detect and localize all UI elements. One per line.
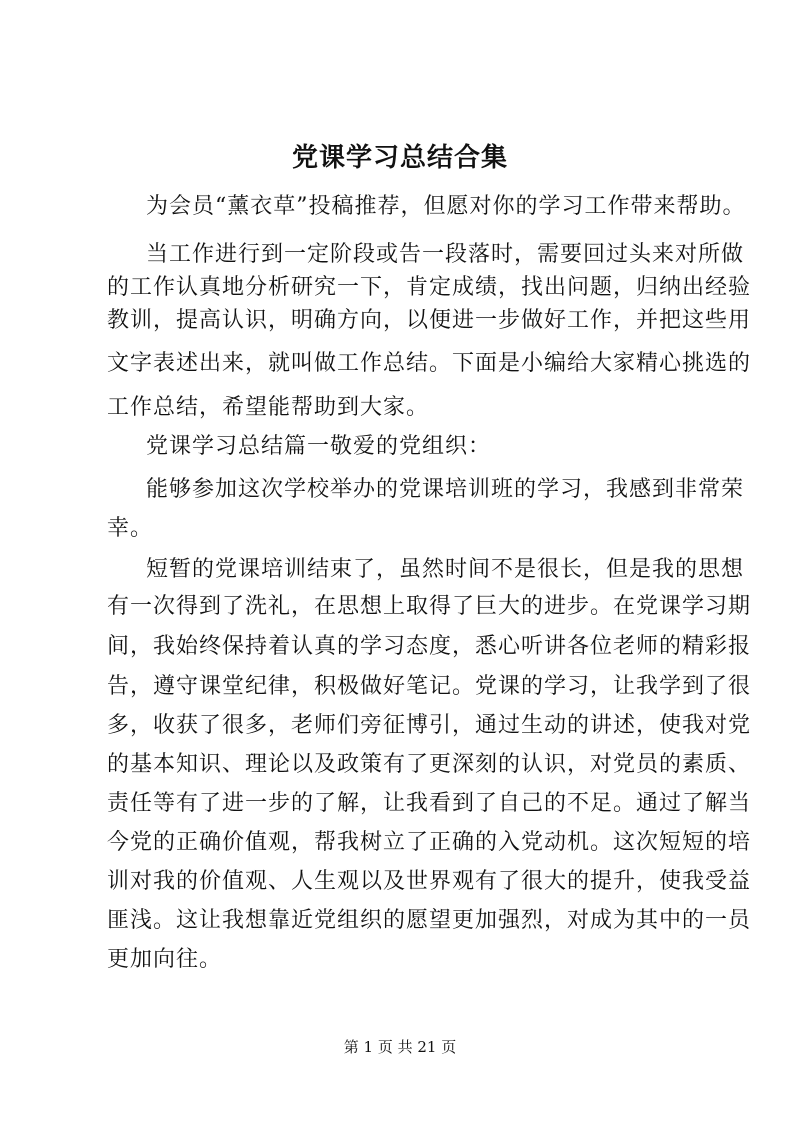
paragraph-line: 多，收获了很多，老师们旁征博引，通过生动的讲述，使我对党 bbox=[107, 713, 752, 738]
paragraph-line: 文字表述出来，就叫做工作总结。下面是小编给大家精心挑选的 bbox=[107, 351, 752, 376]
paragraph-line: 能够参加这次学校举办的党课培训班的学习，我感到非常荣 bbox=[146, 477, 745, 502]
paragraph-line: 党课学习总结篇一敬爱的党组织： bbox=[146, 434, 492, 459]
paragraph-line: 有一次得到了洗礼，在思想上取得了巨大的进步。在党课学习期 bbox=[107, 594, 752, 619]
paragraph-line: 工作总结，希望能帮助到大家。 bbox=[107, 395, 430, 420]
paragraph-line: 的基本知识、理论以及政策有了更深刻的认识，对党员的素质、 bbox=[107, 752, 752, 777]
paragraph-line: 更加向往。 bbox=[107, 947, 223, 972]
paragraph-line: 匪浅。这让我想靠近党组织的愿望更加强烈，对成为其中的一员 bbox=[107, 908, 752, 933]
paragraph-line: 当工作进行到一定阶段或告一段落时，需要回过头来对所做 bbox=[146, 242, 745, 267]
paragraph-line: 为会员“薰衣草”投稿推荐，但愿对你的学习工作带来帮助。 bbox=[146, 194, 746, 219]
paragraph-line: 训对我的价值观、人生观以及世界观有了很大的提升，使我受益 bbox=[107, 869, 752, 894]
paragraph-line: 今党的正确价值观，帮我树立了正确的入党动机。这次短短的培 bbox=[107, 830, 752, 855]
paragraph-line: 告，遵守课堂纪律，积极做好笔记。党课的学习，让我学到了很 bbox=[107, 674, 752, 699]
paragraph-line: 教训，提高认识，明确方向，以便进一步做好工作，并把这些用 bbox=[107, 308, 752, 333]
paragraph-line: 间，我始终保持着认真的学习态度，悉心听讲各位老师的精彩报 bbox=[107, 634, 752, 659]
page-footer: 第 1 页 共 21 页 bbox=[343, 1038, 457, 1056]
paragraph-line: 责任等有了进一步的了解，让我看到了自己的不足。通过了解当 bbox=[107, 791, 752, 816]
paragraph-line: 短暂的党课培训结束了，虽然时间不是很长，但是我的思想 bbox=[146, 557, 745, 582]
paragraph-line: 幸。 bbox=[107, 516, 154, 541]
paragraph-line: 的工作认真地分析研究一下，肯定成绩，找出问题，归纳出经验 bbox=[107, 275, 752, 300]
page-title: 党课学习总结合集 bbox=[291, 143, 508, 173]
